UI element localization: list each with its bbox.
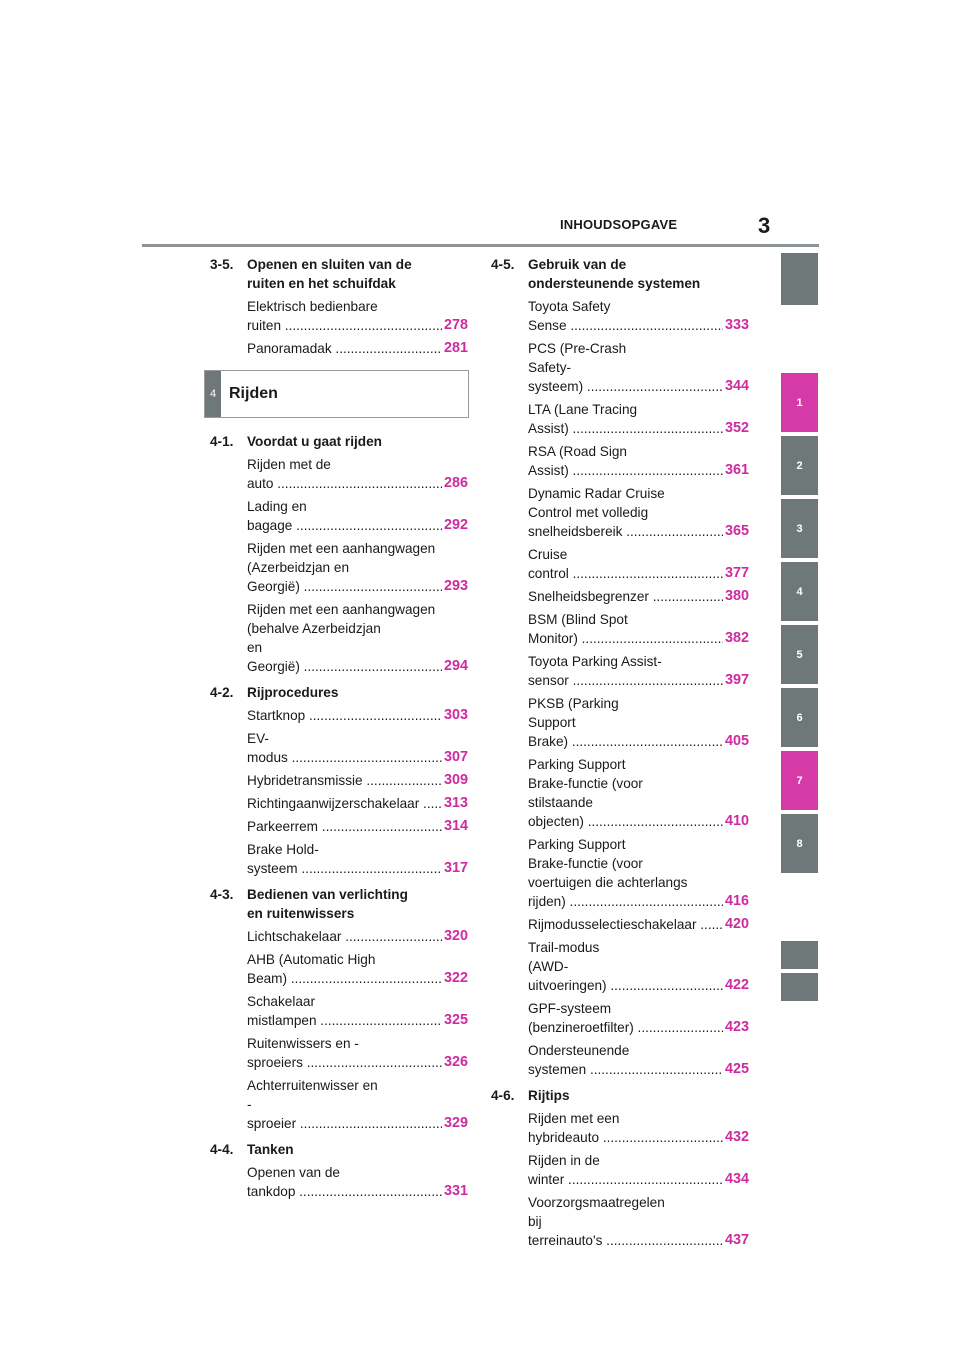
chapter-tab[interactable] xyxy=(781,941,818,969)
section-number: 4-3. xyxy=(210,887,234,902)
toc-entry-text: Elektrisch bedienbare ruiten ..... xyxy=(247,297,442,335)
toc-entry[interactable] xyxy=(528,545,749,583)
header-rule xyxy=(142,244,819,247)
toc-entry[interactable] xyxy=(528,400,749,438)
section-number: 4-6. xyxy=(491,1088,515,1103)
toc-column-left xyxy=(210,255,468,1201)
toc-page-link[interactable]: 432 xyxy=(724,1129,749,1145)
toc-entry-text: Parkeerrem ..... xyxy=(247,817,442,836)
toc-entry-text: Trail-modus (AWD-uitvoeringen) ..... xyxy=(528,938,723,995)
toc-page-link[interactable]: 294 xyxy=(443,658,468,674)
toc-entry[interactable] xyxy=(528,1193,749,1250)
toc-entry[interactable] xyxy=(247,840,468,878)
toc-entry-text: Brake Hold-systeem ..... xyxy=(247,840,442,878)
toc-page-link[interactable]: 365 xyxy=(724,523,749,539)
toc-page-link[interactable]: 405 xyxy=(724,733,749,749)
toc-entry-text: Toyota Safety Sense ..... xyxy=(528,297,723,335)
chapter-tab[interactable]: 6 xyxy=(781,688,818,747)
toc-page-link[interactable]: 303 xyxy=(443,707,468,723)
toc-entry[interactable] xyxy=(247,1034,468,1072)
chapter-tab[interactable]: 7 xyxy=(781,751,818,810)
header-title: INHOUDSOPGAVE xyxy=(560,217,678,232)
section-title: Bedienen van verlichting en ruitenwissers xyxy=(247,887,408,921)
toc-page-link[interactable]: 293 xyxy=(443,578,468,594)
toc-column-right xyxy=(491,255,749,1250)
toc-entry[interactable] xyxy=(528,1151,749,1189)
toc-entry-text: Hybridetransmissie ..... xyxy=(247,771,442,790)
toc-entry-text: Openen van de tankdop ..... xyxy=(247,1163,442,1201)
toc-page-link[interactable]: 286 xyxy=(443,475,468,491)
section-title: Rijtips xyxy=(528,1088,570,1103)
toc-page-link[interactable]: 380 xyxy=(724,588,749,604)
toc-entry-text: Dynamic Radar Cruise Control met volledig snelheidsbereik ..... xyxy=(528,484,723,541)
toc-entry[interactable] xyxy=(528,835,749,911)
toc-page-link[interactable]: 422 xyxy=(724,977,749,993)
toc-entry[interactable] xyxy=(247,950,468,988)
toc-entry-text: Startknop ..... xyxy=(247,706,442,725)
section-heading xyxy=(210,885,468,923)
toc-entry[interactable] xyxy=(528,339,749,396)
toc-entry[interactable] xyxy=(528,442,749,480)
toc-entry[interactable] xyxy=(247,771,468,790)
toc-entry[interactable] xyxy=(528,484,749,541)
toc-page-link[interactable]: 322 xyxy=(443,970,468,986)
toc-entry-text: Cruise control ..... xyxy=(528,545,723,583)
toc-entry-text: LTA (Lane Tracing Assist) ..... xyxy=(528,400,723,438)
toc-entry-text: Achterruitenwisser en -sproeier ..... xyxy=(247,1076,442,1133)
toc-entry[interactable] xyxy=(528,587,749,606)
toc-entry-text: Panoramadak ..... xyxy=(247,339,442,358)
toc-entry[interactable] xyxy=(528,610,749,648)
section-heading xyxy=(210,1140,468,1159)
toc-page-link[interactable]: 382 xyxy=(724,630,749,646)
toc-entry-text: Rijden met de auto ..... xyxy=(247,455,442,493)
section-heading xyxy=(491,255,749,293)
toc-entry[interactable] xyxy=(528,652,749,690)
toc-entry-text: AHB (Automatic High Beam) ..... xyxy=(247,950,442,988)
toc-entry-text: Voorzorgsmaatregelen bij terreinauto's ..... xyxy=(528,1193,723,1250)
toc-entry[interactable] xyxy=(528,297,749,335)
toc-entry-text: Schakelaar mistlampen ..... xyxy=(247,992,442,1030)
toc-entry[interactable] xyxy=(247,729,468,767)
toc-page-link[interactable]: 352 xyxy=(724,420,749,436)
toc-entry-text: Ruitenwissers en -sproeiers ..... xyxy=(247,1034,442,1072)
toc-page-link[interactable]: 361 xyxy=(724,462,749,478)
toc-entry[interactable] xyxy=(247,1076,468,1133)
toc-page-link[interactable]: 309 xyxy=(443,772,468,788)
toc-page-link[interactable]: 420 xyxy=(724,916,749,932)
toc-entry[interactable] xyxy=(528,755,749,831)
toc-entry-text: GPF-systeem (benzineroetfilter) ..... xyxy=(528,999,723,1037)
section-title: Voordat u gaat rijden xyxy=(247,434,382,449)
section-title: Rijprocedures xyxy=(247,685,339,700)
toc-entry[interactable] xyxy=(247,600,468,676)
toc-entry-text: Rijden in de winter ..... xyxy=(528,1151,723,1189)
toc-page-link[interactable]: 425 xyxy=(724,1061,749,1077)
section-heading xyxy=(491,1086,749,1105)
toc-page-link[interactable]: 281 xyxy=(443,340,468,356)
toc-page-link[interactable]: 423 xyxy=(724,1019,749,1035)
toc-entry[interactable] xyxy=(247,455,468,493)
toc-page-link[interactable]: 333 xyxy=(724,317,749,333)
toc-entry-text: Rijden met een aanhangwagen (behalve Azerbeidzjan en Georgië) ..... xyxy=(247,600,442,676)
toc-page-link[interactable]: 410 xyxy=(724,813,749,829)
toc-entry-text: BSM (Blind Spot Monitor) ..... xyxy=(528,610,723,648)
toc-entry-text: Ondersteunende systemen ..... xyxy=(528,1041,723,1079)
chapter-tab[interactable]: 1 xyxy=(781,373,818,432)
toc-page-link[interactable]: 331 xyxy=(443,1183,468,1199)
section-heading xyxy=(210,683,468,702)
toc-page-link[interactable]: 292 xyxy=(443,517,468,533)
toc-page-link[interactable]: 416 xyxy=(724,893,749,909)
toc-entry-text: RSA (Road Sign Assist) ..... xyxy=(528,442,723,480)
section-title: Tanken xyxy=(247,1142,294,1157)
toc-page-link[interactable]: 314 xyxy=(443,818,468,834)
chapter-tab[interactable] xyxy=(781,973,818,1001)
toc-entry[interactable] xyxy=(247,539,468,596)
toc-entry-text: Richtingaanwijzerschakelaar ..... xyxy=(247,794,442,813)
chapter-tab[interactable]: 4 xyxy=(781,562,818,621)
toc-entry[interactable] xyxy=(247,992,468,1030)
toc-entry-text: Rijden met een hybrideauto ..... xyxy=(528,1109,723,1147)
toc-entry-text: PCS (Pre-Crash Safety-systeem) ..... xyxy=(528,339,723,396)
section-number: 4-2. xyxy=(210,685,234,700)
toc-page-link[interactable]: 307 xyxy=(443,749,468,765)
section-title: Openen en sluiten van de ruiten en het schuifdak xyxy=(247,257,412,291)
toc-entry[interactable] xyxy=(247,297,468,335)
toc-entry[interactable] xyxy=(528,1109,749,1147)
toc-entry-text: Rijden met een aanhangwagen (Azerbeidzjan en Georgië) ..... xyxy=(247,539,442,596)
toc-page-link[interactable]: 326 xyxy=(443,1054,468,1070)
section-number: 4-5. xyxy=(491,257,515,272)
section-number: 3-5. xyxy=(210,257,234,272)
chapter-header xyxy=(204,370,469,418)
toc-page-link[interactable]: 329 xyxy=(443,1115,468,1131)
toc-entry[interactable] xyxy=(247,339,468,358)
toc-entry-text: Toyota Parking Assist-sensor ..... xyxy=(528,652,723,690)
toc-page-link[interactable]: 377 xyxy=(724,565,749,581)
chapter-number: 4 xyxy=(205,371,221,417)
toc-entry-text: Snelheidsbegrenzer ..... xyxy=(528,587,723,606)
toc-entry-text: EV-modus ..... xyxy=(247,729,442,767)
toc-entry[interactable] xyxy=(528,999,749,1037)
toc-entry[interactable] xyxy=(528,938,749,995)
toc-page-link[interactable]: 437 xyxy=(724,1232,749,1248)
toc-entry[interactable] xyxy=(528,915,749,934)
chapter-tab[interactable]: 3 xyxy=(781,499,818,558)
toc-page-link[interactable]: 325 xyxy=(443,1012,468,1028)
toc-entry[interactable] xyxy=(247,706,468,725)
section-number: 4-1. xyxy=(210,434,234,449)
chapter-tab[interactable]: 8 xyxy=(781,814,818,873)
section-heading xyxy=(210,255,468,293)
toc-entry-text: Parking Support Brake-functie (voor voertuigen die achterlangs rijden) ..... xyxy=(528,835,723,911)
toc-page-link[interactable]: 344 xyxy=(724,378,749,394)
toc-entry-text: Parking Support Brake-functie (voor stilstaande objecten) ..... xyxy=(528,755,723,831)
toc-entry-text: Lading en bagage ..... xyxy=(247,497,442,535)
toc-entry-text: Lichtschakelaar ..... xyxy=(247,927,442,946)
toc-entry[interactable] xyxy=(247,497,468,535)
toc-entry[interactable] xyxy=(528,694,749,751)
toc-entry[interactable] xyxy=(247,927,468,946)
toc-entry-text: PKSB (Parking Support Brake) ..... xyxy=(528,694,723,751)
toc-entry[interactable] xyxy=(247,794,468,813)
toc-page-link[interactable]: 313 xyxy=(443,795,468,811)
toc-entry[interactable] xyxy=(247,817,468,836)
chapter-tab[interactable] xyxy=(781,253,818,305)
chapter-tab[interactable]: 2 xyxy=(781,436,818,495)
section-title: Gebruik van de ondersteunende systemen xyxy=(528,257,701,291)
section-number: 4-4. xyxy=(210,1142,234,1157)
page-number: 3 xyxy=(758,213,771,238)
toc-page-link[interactable]: 278 xyxy=(443,317,468,333)
chapter-title: Rijden xyxy=(229,385,278,402)
section-heading xyxy=(210,432,468,451)
toc-entry[interactable] xyxy=(528,1041,749,1079)
toc-page-link[interactable]: 317 xyxy=(443,860,468,876)
chapter-tab[interactable]: 5 xyxy=(781,625,818,684)
toc-entry-text: Rijmodusselectieschakelaar ..... xyxy=(528,915,723,934)
toc-page-link[interactable]: 434 xyxy=(724,1171,749,1187)
toc-entry[interactable] xyxy=(247,1163,468,1201)
toc-page-link[interactable]: 397 xyxy=(724,672,749,688)
toc-page-link[interactable]: 320 xyxy=(443,928,468,944)
